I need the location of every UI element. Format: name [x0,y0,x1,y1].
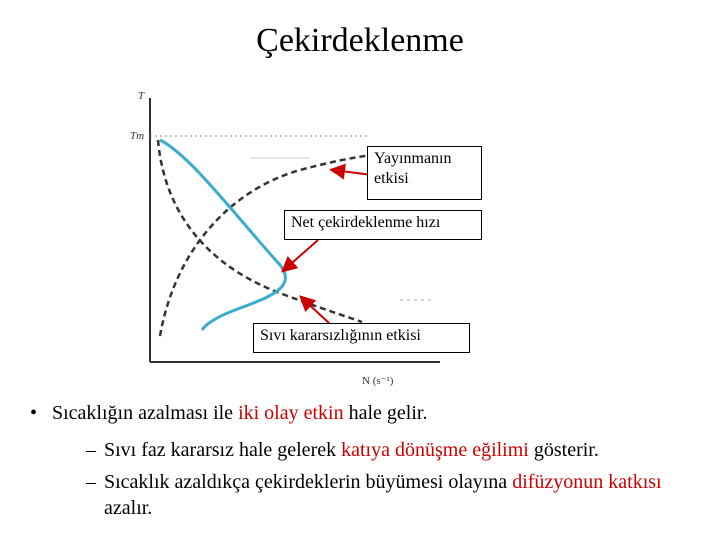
callout-diffusion-line1: Yayınmanın [374,150,452,167]
bullet-sub1-red: katıya dönüşme eğilimi [341,439,529,461]
slide-title: Çekirdeklenme [256,22,464,59]
bullet-sub-2 [30,469,710,521]
arrow-net-rate [284,240,318,270]
callout-diffusion [367,146,482,200]
bullet-sub2-red: difüzyonun katkısı [512,471,662,493]
tm-label: Tm [130,130,145,142]
bullet-sub2-pre: Sıcaklık azaldıkça çekirdeklerin büyümesi olayına [104,471,513,493]
bullet-dot: • [30,402,38,424]
sub-dash: – [86,439,96,461]
bullet-sub-1 [30,437,710,463]
y-axis-label: T [138,90,145,102]
net-rate-curve [160,140,285,330]
diffusion-curve [160,155,372,336]
bullet-main-red: iki olay etkin [238,402,344,424]
bullet-sub2-post: azalır. [104,497,153,519]
bullet-sub1-post: gösterir. [528,439,599,461]
bullet-main-post: hale gelir. [343,402,428,424]
arrow-instability [302,298,330,324]
bullet-list [30,402,710,521]
bullet-sub1-pre: Sıvı faz kararsız hale gelerek [104,439,342,461]
callout-net-rate: Net çekirdeklenme hızı [284,210,482,240]
x-axis-label: N (s⁻¹) [362,375,394,387]
bullet-main [30,402,710,425]
callout-instability: Sıvı kararsızlığının etkisi [253,323,470,353]
sub-dash: – [86,471,96,493]
callout-diffusion-line2: etkisi [374,170,409,187]
bullet-main-pre: Sıcaklığın azalması ile [52,402,239,424]
